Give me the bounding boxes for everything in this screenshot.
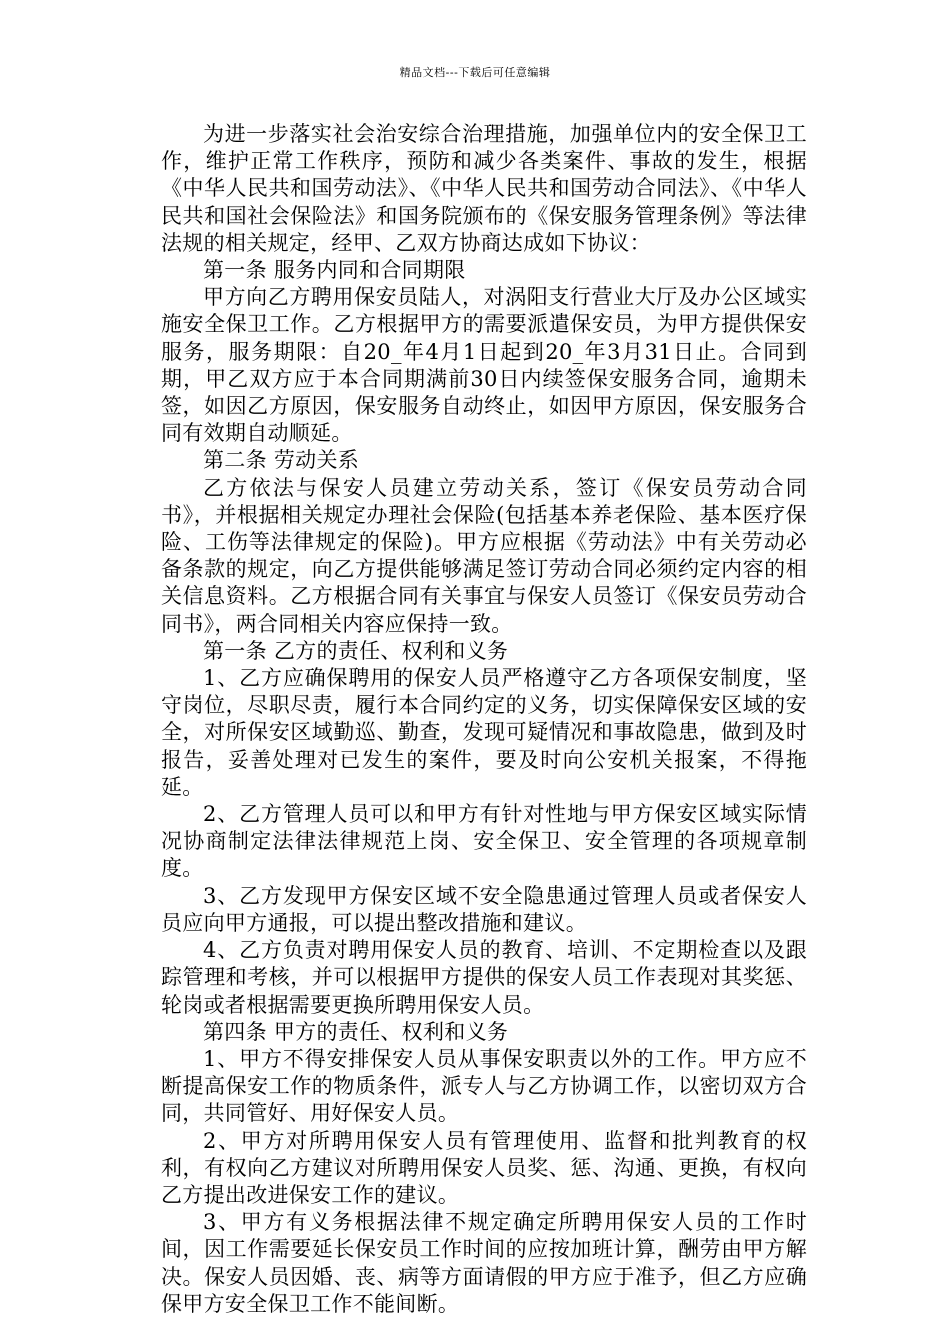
article-2-paragraph: 乙方依法与保安人员建立劳动关系，签订《保安员劳动合同书》，并根据相关规定办理社会保险(包括基本养老保险、基本医疗保险、工伤等法律规定的保险)。甲方应根据《劳动法》中有关劳动必备条款的规定，向乙方提供能够满足签订劳动合同必须约定内容的相关信息资料。乙方根据合同有关事宜与保安人员签订《保安员劳动合同书》，两合同相关内容应保持一致。: [161, 475, 807, 636]
article-3-item-1: 1、乙方应确保聘用的保安人员严格遵守乙方各项保安制度，坚守岗位，尽职尽责，履行本合同约定的义务，切实保障保安区域的安全，对所保安区域勤巡、勤查，发现可疑情况和事故隐患，做到及时报告，妥善处理对已发生的案件，要及时向公安机关报案，不得拖延。: [161, 666, 807, 799]
intro-paragraph: 为进一步落实社会治安综合治理措施，加强单位内的安全保卫工作，维护正常工作秩序，预防和减少各类案件、事故的发生，根据《中华人民共和国劳动法》、《中华人民共和国劳动合同法》、《中华人民共和国社会保险法》和国务院颁布的《保安服务管理条例》等法律法规的相关规定，经甲、乙双方协商达成如下协议：: [161, 122, 807, 255]
article-4-heading: 第四条 甲方的责任、权利和义务: [203, 1019, 509, 1044]
page-header: 精品文档---下载后可任意编辑: [399, 66, 551, 79]
document-body: [161, 121, 807, 1318]
article-4-item-1: 1、甲方不得安排保安人员从事保安职责以外的工作。甲方应不断提高保安工作的物质条件，派专人与乙方协调工作，以密切双方合同，共同管好、用好保安人员。: [161, 1046, 807, 1126]
article-4-item-2: 2、甲方对所聘用保安人员有管理使用、监督和批判教育的权利，有权向乙方建议对所聘用保安人员奖、惩、沟通、更换，有权向乙方提出改进保安工作的建议。: [161, 1128, 807, 1207]
article-3-heading: 第一条 乙方的责任、权利和义务: [203, 638, 509, 663]
article-3-item-3: 3、乙方发现甲方保安区域不安全隐患通过管理人员或者保安人员应向甲方通报，可以提出整改措施和建议。: [161, 883, 807, 935]
article-4-item-3: 3、甲方有义务根据法律不规定确定所聘用保安人员的工作时间，因工作需要延长保安员工作时间的应按加班计算，酬劳由甲方解决。保安人员因婚、丧、病等方面请假的甲方应于准予，但乙方应确保甲方安全保卫工作不能间断。: [161, 1210, 807, 1316]
article-3-item-2: 2、乙方管理人员可以和甲方有针对性地与甲方保安区域实际情况协商制定法律法律规范上岗、安全保卫、安全管理的各项规章制度。: [161, 802, 807, 881]
article-1-heading: 第一条 服务内同和合同期限: [203, 258, 466, 283]
article-1-paragraph: 甲方向乙方聘用保安员陆人，对涡阳支行营业大厅及办公区域实施安全保卫工作。乙方根据甲方的需要派遣保安员，为甲方提供保安服务，服务期限：自20_年4月1日起到20_年3月31日止。合同到期，甲乙双方应于本合同期满前30日内续签保安服务合同，逾期未签，如因乙方原因，保安服务自动终止，如因甲方原因，保安服务合同有效期自动顺延。: [161, 285, 807, 446]
article-3-item-4: 4、乙方负责对聘用保安人员的教育、培训、不定期检查以及跟踪管理和考核，并可以根据甲方提供的保安人员工作表现对其奖惩、轮岗或者根据需要更换所聘用保安人员。: [161, 938, 807, 1017]
article-2-heading: 第二条 劳动关系: [203, 448, 360, 473]
